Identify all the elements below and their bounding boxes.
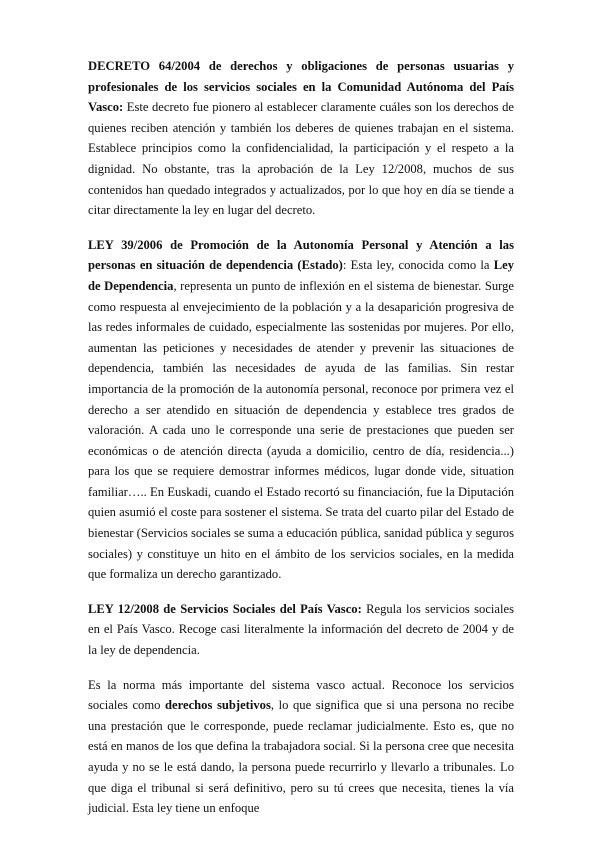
heading-ley-39-2006: LEY 39/2006 de Promoción de la Autonomía Personal y Atención a las personas en situación de dependencia (Estado) xyxy=(88,237,514,273)
heading-decreto-64-2004: DECRETO 64/2004 de derechos y obligaciones de personas usuarias y profesionales de los servicios sociales en la Comunidad Autónoma del País Vasco: xyxy=(88,59,514,115)
paragraph-ley-12-2008 xyxy=(88,599,514,661)
term-ley-de-dependencia: Ley de Dependencia xyxy=(88,258,515,293)
body-ley-12-2008: Regula los servicios sociales en el País Vasco. Recoge casi literalmente la información del decreto de 2004 y de la ley de dependencia. xyxy=(88,601,514,658)
heading-ley-12-2008: LEY 12/2008 de Servicios Sociales del País Vasco: xyxy=(88,601,362,616)
term-derechos-subjetivos: derechos subjetivos xyxy=(165,698,271,713)
text-column xyxy=(88,56,514,819)
paragraph-norma-importante xyxy=(88,675,514,819)
body-ley-39-2006-part-b: , representa un punto de inflexión en el sistema de bienestar. Surge como respuesta al envejecimiento de la población y a la desaparición progresiva de las redes informales de cuidado, especialmente las sostenidas por mujeres. Por ello, aumentan las peticiones y necesidades de atender y prevenir las situaciones de dependencia, también las necesidades de ayuda de las familias. Sin restar importancia de la promoción de la autonomía personal, reconoce por primera vez el derecho a ser atendido en situación de dependencia y establece tres grados de valoración. A cada uno le corresponde una serie de prestaciones que pueden ser económicas o de atención directa (ayuda a domicilio, centro de día, residencia...) para los que se requiere demostrar informes médicos, lugar donde vide, situation familiar….. En Euskadi, cuando el Estado recortó su financiación, fue la Diputación quien asumió el coste para sostener el sistema. Se trata del cuarto pilar del Estado de bienestar (Servicios sociales se suma a educación pública, sanidad pública y seguros sociales) y constituye un hito en el ámbito de los servicios sociales, en la medida que formaliza un derecho garantizado. xyxy=(88,278,514,582)
body-decreto-64-2004: Este decreto fue pionero al establecer claramente cuáles son los derechos de quienes reciben atención y también los deberes de quienes trabajan en el sistema. Establece principios como la confidencialidad, la participación y el respeto a la dignidad. No obstante, tras la aprobación de la Ley 12/2008, muchos de sus contenidos han quedado integrados y actualizados, por lo que hoy en día se tiende a citar directamente la ley en lugar del decreto. xyxy=(88,100,514,218)
paragraph-decreto-64-2004 xyxy=(88,56,514,221)
body-norma-part-b: , lo que significa que si una persona no recibe una prestación que le corresponde, puede reclamar judicialmente. Esto es, que no está en manos de los que defina la trabajadora social. Si la persona cree que necesita ayuda y no se le está dando, la persona puede recurrirlo y llevarlo a tribunales. Lo que diga el tribunal si será definitivo, pero su tú crees que necesita, tienes la vía judicial. Esta ley tiene un enfoque xyxy=(88,698,514,816)
paragraph-ley-39-2006 xyxy=(88,235,514,585)
body-ley-39-2006-part-a: : Esta ley, conocida como la xyxy=(342,258,494,273)
body-norma-part-a: Es la norma más importante del sistema vasco actual. Reconoce los servicios sociales como xyxy=(88,677,514,713)
